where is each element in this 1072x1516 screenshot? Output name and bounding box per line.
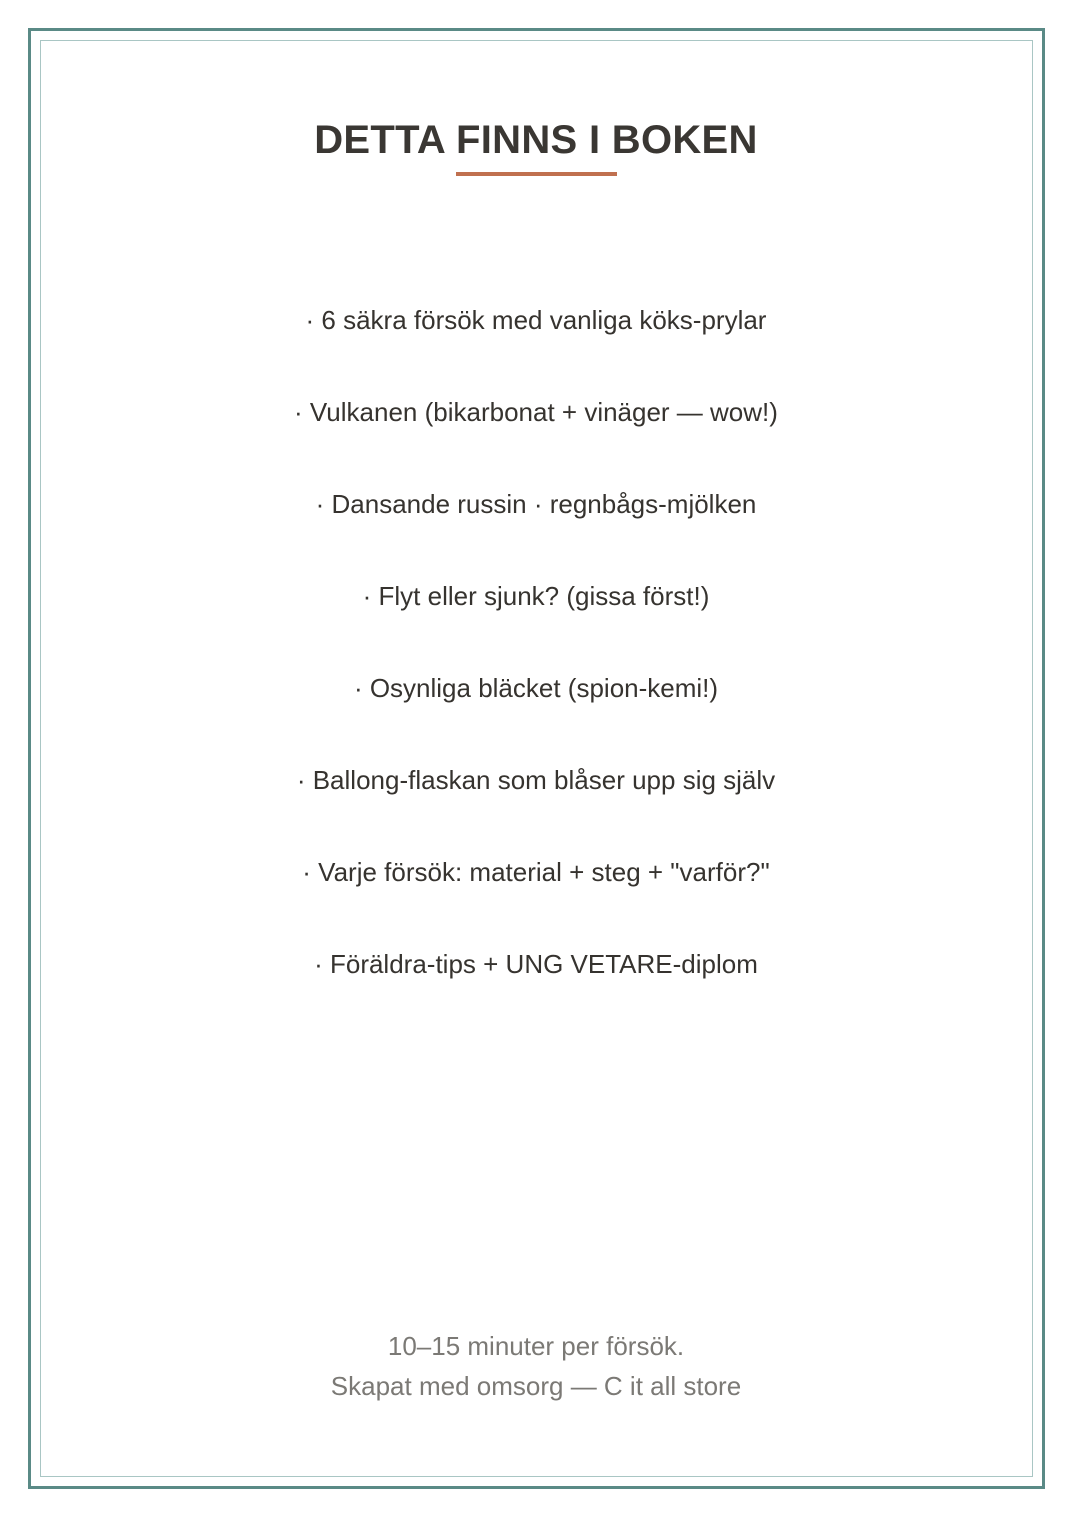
list-item: · Vulkanen (bikarbonat + vinäger — wow!): [294, 397, 778, 427]
credit-line: Skapat med omsorg — C it all store: [330, 1371, 742, 1401]
footer: [0, 1326, 1072, 1406]
list-item: · Osynliga bläcket (spion-kemi!): [353, 673, 719, 703]
contents-list: [0, 296, 1072, 1032]
list-item: · Föräldra-tips + UNG VETARE-diplom: [314, 949, 758, 979]
list-item: · Dansande russin · regnbågs-mjölken: [315, 489, 757, 519]
list-item: · Flyt eller sjunk? (gissa först!): [362, 581, 710, 611]
list-item: · Ballong-flaskan som blåser upp sig själv: [296, 765, 776, 795]
list-item: · Varje försök: material + steg + "varför?": [302, 857, 770, 887]
list-item: · 6 säkra försök med vanliga köks-prylar: [305, 305, 767, 335]
title-underline: [456, 172, 617, 176]
page-title: DETTA FINNS I BOKEN: [314, 118, 758, 162]
duration-note: 10–15 minuter per försök.: [387, 1331, 685, 1361]
